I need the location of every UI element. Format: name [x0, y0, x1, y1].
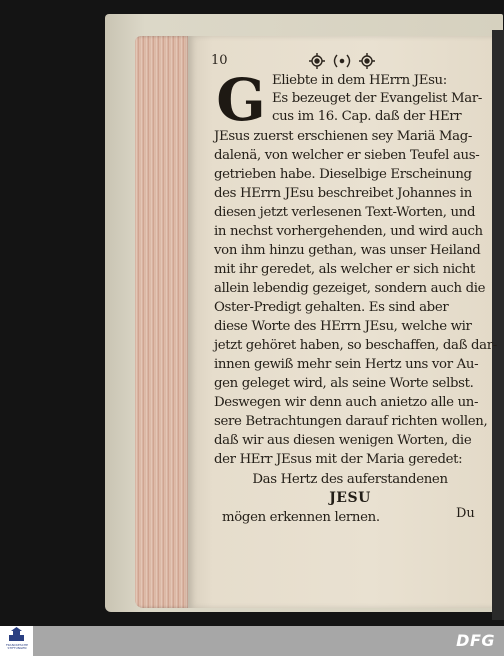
theme-name: JESU [329, 490, 371, 506]
text-line: Oster-Predigt gehalten. Es sind aber [214, 300, 449, 315]
text-line: von ihm hinzu gethan, was unser Heiland [214, 243, 481, 258]
text-line: Es bezeuget der Evangelist Mar- [272, 91, 483, 106]
logo-text: FRANCKESCHE STIFTUNGEN [5, 643, 29, 650]
catchword: Du [456, 506, 475, 521]
text-line: daß wir aus diesen wenigen Worten, die [214, 433, 472, 448]
text-line: der HErr JEsus mit der Maria geredet: [214, 452, 463, 467]
theme-end: mögen erkennen lernen. [222, 510, 380, 525]
ornament-icon [307, 50, 377, 72]
page-edges [135, 36, 190, 608]
text-line: JEsus zuerst erschienen sey Mariä Mag- [214, 129, 473, 144]
text-line: Eliebte in dem HErrn JEsu: [272, 73, 447, 88]
text-line: allein lebendig gezeiget, sondern auch die [214, 281, 486, 296]
text-line: gen geleget wird, als seine Worte selbst. [214, 376, 474, 391]
page-fold [492, 30, 504, 620]
text-line: getrieben habe. Dieselbige Erscheinung [214, 167, 472, 182]
text-line: in nechst vorhergehenden, und wird auch [214, 224, 483, 239]
text-line: dalenä, von welcher er sieben Teufel aus- [214, 148, 480, 163]
page-number: 10 [211, 53, 228, 68]
text-line: jetzt gehöret haben, so beschaffen, daß dar- [214, 338, 497, 353]
dropcap-initial: G [216, 66, 266, 134]
viewer-footer [0, 626, 504, 656]
text-line: sere Betrachtungen darauf richten wollen, [214, 414, 488, 429]
text-line: des HErrn JEsu beschreibet Johannes in [214, 186, 472, 201]
text-line: diesen jetzt verlesenen Text-Worten, und [214, 205, 476, 220]
theme-line: Das Hertz des auferstandenen [252, 472, 448, 487]
dfg-logo[interactable]: DFG [456, 631, 495, 650]
text-line: innen gewiß mehr sein Hertz uns vor Au- [214, 357, 479, 372]
text-line: cus im 16. Cap. daß der HErr [272, 109, 462, 124]
text-line: Deswegen wir denn auch anietzo alle un- [214, 395, 479, 410]
franckesche-stiftungen-logo[interactable] [0, 626, 33, 656]
text-line: mit ihr geredet, als welcher er sich nicht [214, 262, 476, 277]
text-line: diese Worte des HErrn JEsu, welche wir [214, 319, 472, 334]
